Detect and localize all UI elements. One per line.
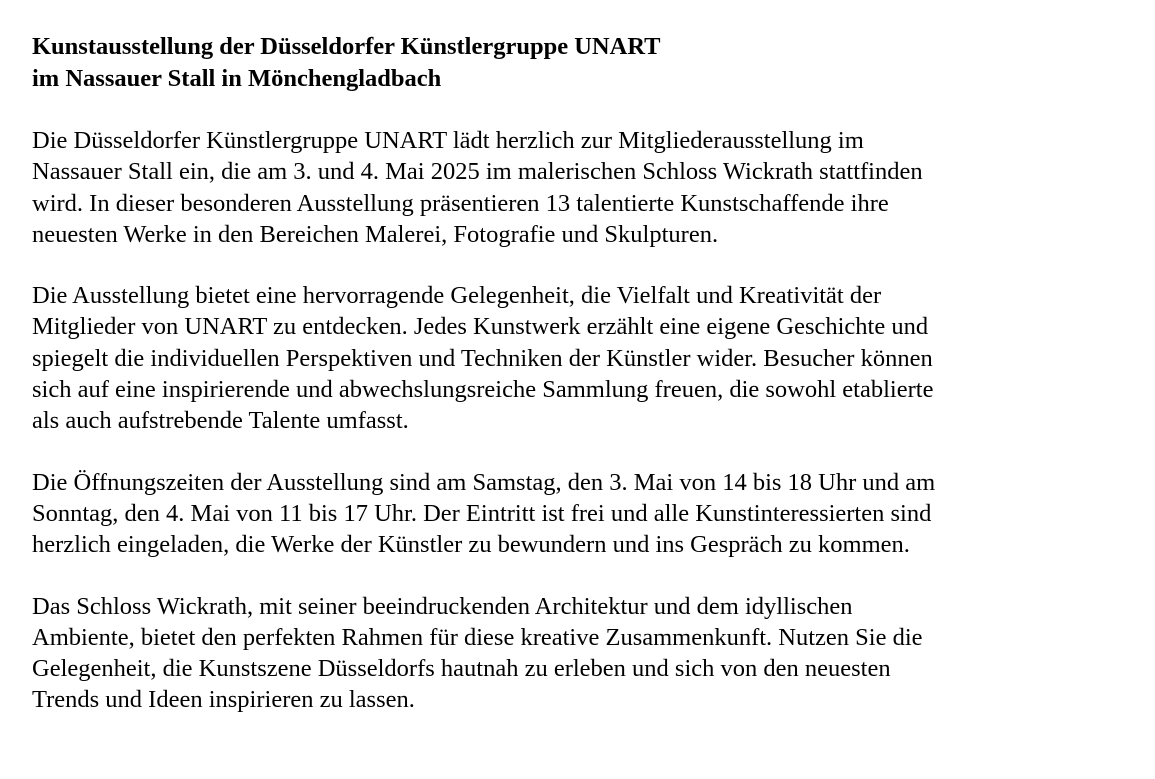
text-line: Die Düsseldorfer Künstlergruppe UNART lädt herzlich zur Mitgliederausstellung im [32,127,864,154]
intro-paragraph [32,125,1122,250]
title-line: Kunstausstellung der Düsseldorfer Künstlergruppe UNART [32,33,661,60]
title-line: im Nassauer Stall in Mönchengladbach [32,65,442,92]
text-line: Die Ausstellung bietet eine hervorragende Gelegenheit, die Vielfalt und Kreativität der [32,282,882,310]
text-line: Mitglieder von UNART zu entdecken. Jedes Kunstwerk erzählt eine eigene Geschichte und [32,313,929,341]
text-line: Das Schloss Wickrath, mit seiner beeindruckenden Architektur und dem idyllischen [32,592,853,620]
text-line: neuesten Werke in den Bereichen Malerei, Fotografie und Skulpturen. [32,220,719,248]
text-line: Sonntag, den 4. Mai von 11 bis 17 Uhr. Der Eintritt ist frei und alle Kunstinteressierten sind [32,499,932,527]
text-line: Gelegenheit, die Kunstszene Düsseldorfs hautnah zu erleben und sich von den neuesten [32,655,891,683]
opening-hours-paragraph [32,467,1122,561]
text-line: Trends und Ideen inspirieren zu lassen. [32,686,415,714]
document-body [32,31,1122,716]
document-title [32,31,1122,95]
text-line: Die Öffnungszeiten der Ausstellung sind am Samstag, den 3. Mai von 14 bis 18 Uhr und am [32,468,936,496]
text-line: herzlich eingeladen, die Werke der Künstler zu bewundern und ins Gespräch zu kommen. [32,531,910,559]
text-line: als auch aufstrebende Talente umfasst. [32,407,409,435]
text-line: wird. In dieser besonderen Ausstellung präsentieren 13 talentierte Kunstschaffende ihre [32,189,889,217]
venue-paragraph [32,591,1122,716]
text-line: Nassauer Stall ein, die am 3. und 4. Mai 2025 im malerischen Schloss Wickrath stattfinden [32,158,923,186]
text-line: sich auf eine inspirierende und abwechslungsreiche Sammlung freuen, die sowohl etablierte [32,376,934,404]
text-line: Ambiente, bietet den perfekten Rahmen für diese kreative Zusammenkunft. Nutzen Sie die [32,623,923,651]
exhibition-description-paragraph [32,280,1122,436]
text-line: spiegelt die individuellen Perspektiven und Techniken der Künstler wider. Besucher können [32,344,933,372]
